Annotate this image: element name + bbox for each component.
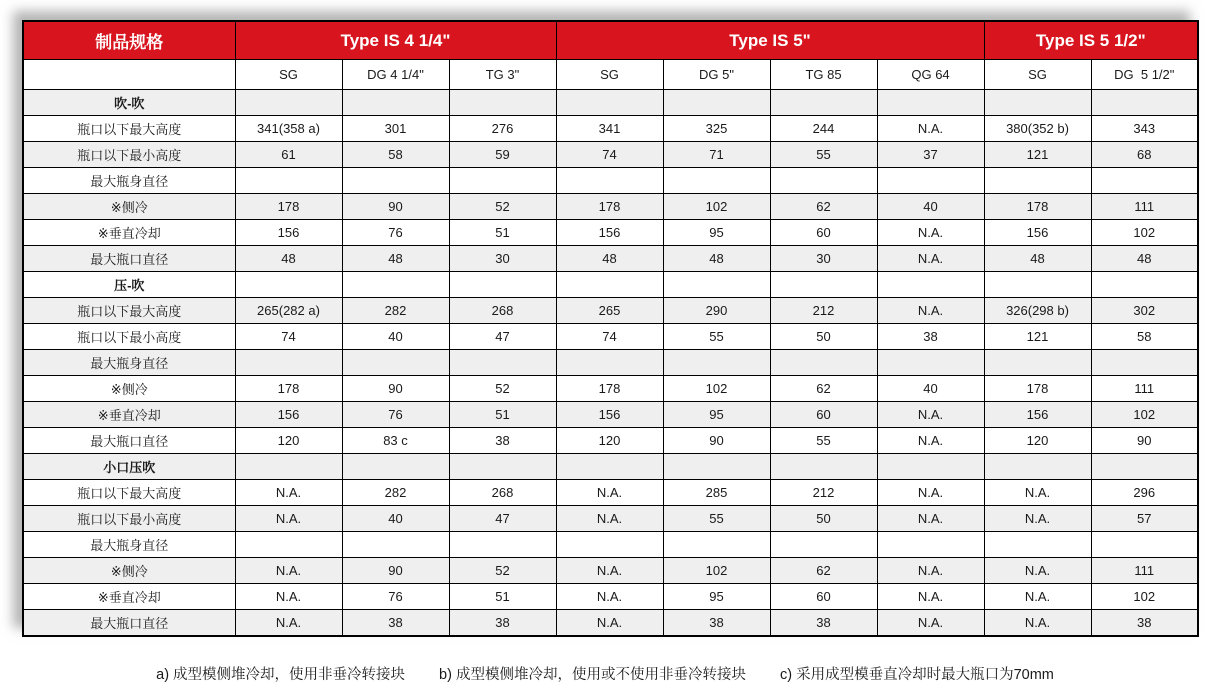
value-cell: N.A.: [556, 558, 663, 584]
value-cell: 48: [663, 246, 770, 272]
value-cell: [449, 90, 556, 116]
row-label: 吹-吹: [23, 90, 235, 116]
value-cell: [984, 454, 1091, 480]
value-cell: 268: [449, 298, 556, 324]
row-label: 瓶口以下最大高度: [23, 116, 235, 142]
column-header: DG 5 1/2": [1091, 60, 1198, 90]
value-cell: 40: [342, 324, 449, 350]
section-row: [23, 90, 1198, 116]
value-cell: [235, 454, 342, 480]
value-cell: 102: [1091, 402, 1198, 428]
value-cell: [663, 532, 770, 558]
value-cell: 90: [342, 558, 449, 584]
spec-table-container: [22, 20, 1199, 637]
value-cell: 38: [449, 428, 556, 454]
value-cell: 48: [235, 246, 342, 272]
value-cell: 62: [770, 194, 877, 220]
value-cell: 90: [342, 376, 449, 402]
value-cell: 212: [770, 480, 877, 506]
value-cell: N.A.: [556, 584, 663, 610]
value-cell: 301: [342, 116, 449, 142]
row-label: ※垂直冷却: [23, 220, 235, 246]
value-cell: 51: [449, 584, 556, 610]
data-row: [23, 220, 1198, 246]
column-header: SG: [235, 60, 342, 90]
value-cell: 282: [342, 298, 449, 324]
value-cell: [235, 168, 342, 194]
value-cell: 212: [770, 298, 877, 324]
value-cell: 290: [663, 298, 770, 324]
row-label: 瓶口以下最大高度: [23, 480, 235, 506]
value-cell: 95: [663, 584, 770, 610]
value-cell: N.A.: [877, 584, 984, 610]
value-cell: [449, 532, 556, 558]
data-row: [23, 506, 1198, 532]
value-cell: N.A.: [877, 246, 984, 272]
value-cell: 61: [235, 142, 342, 168]
data-row: [23, 324, 1198, 350]
value-cell: [556, 90, 663, 116]
value-cell: [556, 350, 663, 376]
value-cell: [1091, 454, 1198, 480]
data-row: [23, 558, 1198, 584]
value-cell: 95: [663, 220, 770, 246]
value-cell: 178: [984, 376, 1091, 402]
value-cell: 156: [984, 402, 1091, 428]
value-cell: 38: [877, 324, 984, 350]
value-cell: [1091, 168, 1198, 194]
product-spec-table: [22, 20, 1199, 637]
value-cell: [1091, 90, 1198, 116]
value-cell: 265(282 a): [235, 298, 342, 324]
value-cell: [556, 454, 663, 480]
value-cell: [556, 532, 663, 558]
value-cell: 111: [1091, 558, 1198, 584]
value-cell: N.A.: [556, 506, 663, 532]
value-cell: [770, 168, 877, 194]
value-cell: [556, 272, 663, 298]
value-cell: 156: [556, 220, 663, 246]
value-cell: [770, 272, 877, 298]
value-cell: 38: [1091, 610, 1198, 636]
value-cell: [770, 350, 877, 376]
row-label: ※侧冷: [23, 376, 235, 402]
value-cell: 59: [449, 142, 556, 168]
value-cell: 37: [877, 142, 984, 168]
value-cell: 120: [235, 428, 342, 454]
value-cell: N.A.: [235, 506, 342, 532]
value-cell: 285: [663, 480, 770, 506]
value-cell: 40: [877, 194, 984, 220]
value-cell: [663, 90, 770, 116]
value-cell: 38: [449, 610, 556, 636]
value-cell: [342, 350, 449, 376]
value-cell: 268: [449, 480, 556, 506]
value-cell: [877, 90, 984, 116]
value-cell: 55: [663, 506, 770, 532]
value-cell: [663, 168, 770, 194]
value-cell: 55: [770, 428, 877, 454]
value-cell: [235, 532, 342, 558]
value-cell: 55: [770, 142, 877, 168]
data-row: [23, 376, 1198, 402]
group-header-row: [23, 21, 1198, 60]
row-label: 瓶口以下最小高度: [23, 142, 235, 168]
value-cell: N.A.: [877, 558, 984, 584]
value-cell: N.A.: [877, 402, 984, 428]
footnote-c: c) 采用成型模垂直冷却时最大瓶口为70mm: [779, 667, 1054, 683]
value-cell: 90: [1091, 428, 1198, 454]
value-cell: 102: [1091, 220, 1198, 246]
value-cell: N.A.: [556, 610, 663, 636]
value-cell: [342, 272, 449, 298]
value-cell: 51: [449, 402, 556, 428]
value-cell: 48: [1091, 246, 1198, 272]
row-label: 瓶口以下最小高度: [23, 506, 235, 532]
value-cell: [877, 272, 984, 298]
value-cell: 48: [556, 246, 663, 272]
value-cell: [984, 168, 1091, 194]
value-cell: 83 c: [342, 428, 449, 454]
value-cell: 47: [449, 324, 556, 350]
value-cell: [877, 454, 984, 480]
value-cell: 76: [342, 220, 449, 246]
data-row: [23, 298, 1198, 324]
value-cell: 156: [984, 220, 1091, 246]
value-cell: N.A.: [556, 480, 663, 506]
value-cell: [877, 350, 984, 376]
row-label: 最大瓶身直径: [23, 168, 235, 194]
value-cell: 156: [556, 402, 663, 428]
value-cell: N.A.: [984, 480, 1091, 506]
value-cell: 48: [342, 246, 449, 272]
value-cell: 102: [663, 558, 770, 584]
value-cell: 156: [235, 402, 342, 428]
value-cell: 111: [1091, 194, 1198, 220]
value-cell: 68: [1091, 142, 1198, 168]
value-cell: 71: [663, 142, 770, 168]
value-cell: [877, 532, 984, 558]
value-cell: [984, 90, 1091, 116]
value-cell: 276: [449, 116, 556, 142]
value-cell: [663, 272, 770, 298]
value-cell: 178: [556, 194, 663, 220]
value-cell: 62: [770, 376, 877, 402]
data-row: [23, 142, 1198, 168]
data-row: [23, 246, 1198, 272]
footnote-a: a) 成型模侧堆冷却，使用非垂冷转接块: [156, 667, 406, 683]
row-label: ※侧冷: [23, 558, 235, 584]
row-label: 最大瓶身直径: [23, 350, 235, 376]
value-cell: 121: [984, 324, 1091, 350]
table-title: 制品规格: [23, 21, 235, 60]
column-header: TG 85: [770, 60, 877, 90]
value-cell: 40: [342, 506, 449, 532]
value-cell: 102: [663, 376, 770, 402]
subheader-row: [23, 60, 1198, 90]
value-cell: N.A.: [877, 428, 984, 454]
row-label: 最大瓶口直径: [23, 610, 235, 636]
value-cell: N.A.: [877, 506, 984, 532]
value-cell: 178: [235, 376, 342, 402]
value-cell: 343: [1091, 116, 1198, 142]
value-cell: 178: [984, 194, 1091, 220]
corner-cell: [23, 60, 235, 90]
value-cell: 296: [1091, 480, 1198, 506]
section-row: [23, 454, 1198, 480]
value-cell: 58: [1091, 324, 1198, 350]
value-cell: [342, 454, 449, 480]
column-header: DG 4 1/4": [342, 60, 449, 90]
value-cell: 50: [770, 506, 877, 532]
value-cell: [342, 532, 449, 558]
group-header-type-is-4-1-4: Type IS 4 1/4": [235, 21, 556, 60]
value-cell: 178: [556, 376, 663, 402]
value-cell: 95: [663, 402, 770, 428]
data-row: [23, 610, 1198, 636]
value-cell: [663, 454, 770, 480]
value-cell: N.A.: [235, 480, 342, 506]
value-cell: [770, 454, 877, 480]
value-cell: N.A.: [984, 506, 1091, 532]
value-cell: 341: [556, 116, 663, 142]
value-cell: 38: [663, 610, 770, 636]
value-cell: 48: [984, 246, 1091, 272]
value-cell: [556, 168, 663, 194]
value-cell: [663, 350, 770, 376]
row-label: 瓶口以下最小高度: [23, 324, 235, 350]
value-cell: [984, 532, 1091, 558]
value-cell: 341(358 a): [235, 116, 342, 142]
value-cell: 156: [235, 220, 342, 246]
value-cell: 60: [770, 402, 877, 428]
value-cell: 38: [342, 610, 449, 636]
value-cell: [877, 168, 984, 194]
value-cell: 40: [877, 376, 984, 402]
value-cell: 325: [663, 116, 770, 142]
value-cell: N.A.: [877, 480, 984, 506]
value-cell: 58: [342, 142, 449, 168]
data-row: [23, 194, 1198, 220]
section-row: [23, 272, 1198, 298]
value-cell: 76: [342, 584, 449, 610]
value-cell: [235, 272, 342, 298]
column-header: SG: [556, 60, 663, 90]
value-cell: 62: [770, 558, 877, 584]
value-cell: N.A.: [984, 584, 1091, 610]
value-cell: 74: [235, 324, 342, 350]
value-cell: [1091, 532, 1198, 558]
value-cell: 120: [556, 428, 663, 454]
value-cell: 90: [663, 428, 770, 454]
value-cell: N.A.: [877, 220, 984, 246]
value-cell: 102: [663, 194, 770, 220]
row-label: ※垂直冷却: [23, 402, 235, 428]
value-cell: 74: [556, 324, 663, 350]
value-cell: 60: [770, 584, 877, 610]
row-label: ※垂直冷却: [23, 584, 235, 610]
row-label: 小口压吹: [23, 454, 235, 480]
footnotes: [0, 663, 1210, 684]
value-cell: [984, 350, 1091, 376]
value-cell: 30: [449, 246, 556, 272]
value-cell: 380(352 b): [984, 116, 1091, 142]
value-cell: 265: [556, 298, 663, 324]
value-cell: 121: [984, 142, 1091, 168]
table-body: [23, 90, 1198, 636]
value-cell: 57: [1091, 506, 1198, 532]
value-cell: N.A.: [235, 558, 342, 584]
value-cell: 178: [235, 194, 342, 220]
column-header: DG 5": [663, 60, 770, 90]
value-cell: [1091, 272, 1198, 298]
value-cell: [449, 168, 556, 194]
value-cell: [449, 272, 556, 298]
value-cell: 111: [1091, 376, 1198, 402]
value-cell: 30: [770, 246, 877, 272]
row-label: ※侧冷: [23, 194, 235, 220]
row-label: 瓶口以下最大高度: [23, 298, 235, 324]
value-cell: 282: [342, 480, 449, 506]
data-row: [23, 402, 1198, 428]
data-row: [23, 584, 1198, 610]
value-cell: 52: [449, 376, 556, 402]
column-header: QG 64: [877, 60, 984, 90]
value-cell: 51: [449, 220, 556, 246]
value-cell: [342, 90, 449, 116]
value-cell: N.A.: [877, 610, 984, 636]
value-cell: [342, 168, 449, 194]
value-cell: [770, 532, 877, 558]
value-cell: 90: [342, 194, 449, 220]
row-label: 最大瓶口直径: [23, 246, 235, 272]
value-cell: 120: [984, 428, 1091, 454]
value-cell: 38: [770, 610, 877, 636]
value-cell: [770, 90, 877, 116]
data-row: [23, 116, 1198, 142]
value-cell: 52: [449, 558, 556, 584]
value-cell: N.A.: [235, 610, 342, 636]
value-cell: 74: [556, 142, 663, 168]
column-header: TG 3": [449, 60, 556, 90]
value-cell: 102: [1091, 584, 1198, 610]
data-row: [23, 350, 1198, 376]
group-header-type-is-5-1-2: Type IS 5 1/2": [984, 21, 1198, 60]
value-cell: 50: [770, 324, 877, 350]
data-row: [23, 532, 1198, 558]
value-cell: 52: [449, 194, 556, 220]
value-cell: N.A.: [984, 558, 1091, 584]
value-cell: [449, 454, 556, 480]
value-cell: [984, 272, 1091, 298]
value-cell: 302: [1091, 298, 1198, 324]
column-header: SG: [984, 60, 1091, 90]
value-cell: [449, 350, 556, 376]
value-cell: [235, 90, 342, 116]
group-header-type-is-5: Type IS 5": [556, 21, 984, 60]
data-row: [23, 480, 1198, 506]
value-cell: 244: [770, 116, 877, 142]
value-cell: [1091, 350, 1198, 376]
row-label: 最大瓶口直径: [23, 428, 235, 454]
footnote-b: b) 成型模侧堆冷却，使用或不使用非垂冷转接块: [439, 667, 746, 683]
value-cell: 47: [449, 506, 556, 532]
value-cell: 326(298 b): [984, 298, 1091, 324]
row-label: 最大瓶身直径: [23, 532, 235, 558]
value-cell: N.A.: [984, 610, 1091, 636]
value-cell: 60: [770, 220, 877, 246]
value-cell: N.A.: [235, 584, 342, 610]
value-cell: 76: [342, 402, 449, 428]
data-row: [23, 168, 1198, 194]
data-row: [23, 428, 1198, 454]
value-cell: 55: [663, 324, 770, 350]
row-label: 压-吹: [23, 272, 235, 298]
value-cell: [235, 350, 342, 376]
value-cell: N.A.: [877, 298, 984, 324]
value-cell: N.A.: [877, 116, 984, 142]
